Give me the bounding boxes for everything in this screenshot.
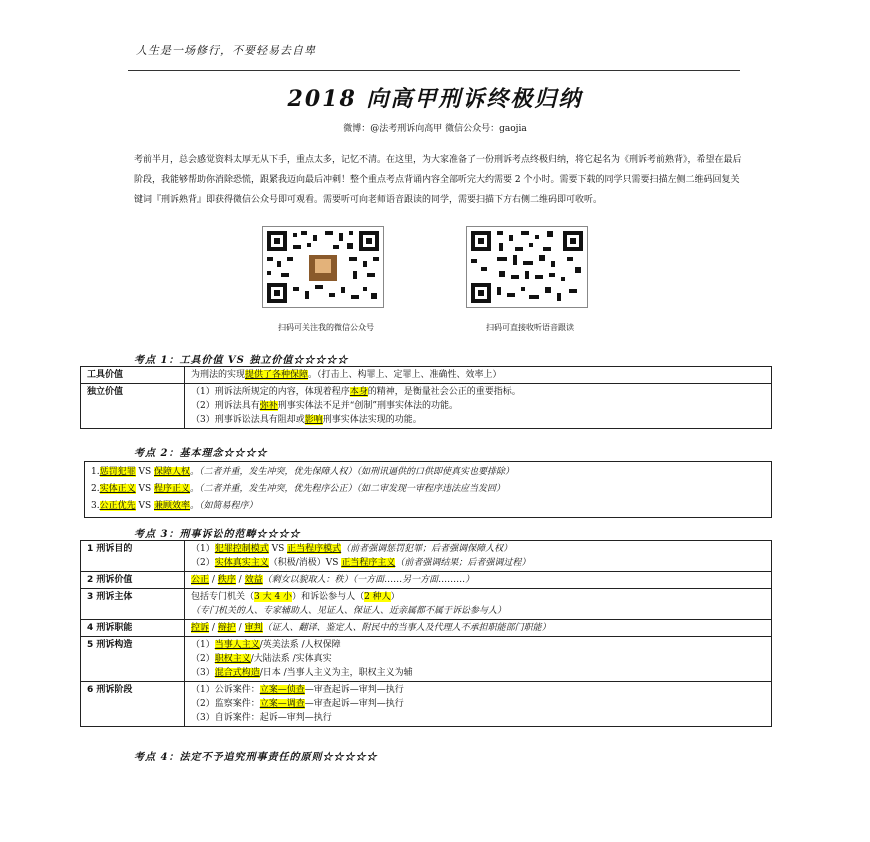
row-content [185, 620, 772, 637]
table-row [81, 572, 772, 589]
text: （1） [191, 640, 215, 650]
text: VS [135, 484, 154, 494]
text: （1）刑诉法所规定的内容，体现着程序 [191, 387, 350, 397]
row-content [185, 572, 772, 589]
text: 3. [91, 501, 100, 511]
text: （1） [191, 544, 215, 554]
highlight: 立案—调查 [259, 699, 305, 709]
highlight: 兼顾效率 [154, 501, 191, 511]
text: 刑事实体法实现的功能。 [322, 415, 422, 425]
text: —审查起诉—审判—执行 [304, 685, 404, 695]
audio-qr-code-image [466, 226, 588, 308]
header-rule [128, 70, 740, 71]
table-row [81, 682, 772, 727]
separator: / [209, 575, 218, 585]
highlight: 保障人权 [154, 467, 191, 477]
section-4-heading: 考点 4：法定不予追究刑事责任的原则☆☆☆☆☆ [134, 752, 378, 763]
row-head: 2 刑诉价值 [81, 572, 185, 589]
highlight: 秩序 [217, 575, 236, 585]
highlight: 立案—侦查 [259, 685, 305, 695]
text: （2） [191, 558, 215, 568]
highlight: 实体真实主义 [214, 558, 269, 568]
section-2-box [84, 461, 772, 518]
row-content [185, 682, 772, 727]
section-1-table [80, 366, 772, 429]
row-head: 独立价值 [81, 384, 185, 429]
row-head: 1 刑诉目的 [81, 541, 185, 572]
highlight: 当事人主义 [214, 640, 260, 650]
section-2-heading: 考点 2：基本理念☆☆☆☆ [134, 448, 268, 459]
text: 。（二者并重，发生冲突，优先保障人权）（如刑讯逼供的口供即使真实也要排除） [190, 467, 515, 477]
row-content [185, 589, 772, 620]
text: /英美法系 /人权保障 [259, 640, 341, 650]
highlight: 2 种人 [364, 592, 391, 602]
highlight: 提供了各种保障 [245, 370, 309, 380]
row-content [185, 637, 772, 682]
text: 。（打击上、构罪上、定罪上、准确性、效率上） [308, 370, 502, 380]
text: VS [135, 501, 154, 511]
row-content [185, 367, 772, 384]
page-title: 2018 向高甲刑诉终极归纳 [287, 86, 583, 112]
row-head: 3 刑诉主体 [81, 589, 185, 620]
text: （1）公诉案件： [191, 685, 260, 695]
text: VS [268, 544, 288, 554]
text: /大陆法系 /实体真实 [250, 654, 332, 664]
text: 的精神，是衡量社会公正的重要指标。 [367, 387, 521, 397]
text: 1. [91, 467, 100, 477]
text: 为刑法的实现 [191, 370, 246, 380]
highlight: 控诉 [191, 623, 210, 633]
highlight: 公正 [191, 575, 210, 585]
separator: / [235, 575, 245, 585]
intro-paragraph: 考前半月，总会感觉资料太厚无从下手，重点太多，记忆不清。在这里，为大家准备了一份刑诉考点终极归纳，将它起名为《刑诉考前熟背》，希望在最后阶段，我能够帮助你消除恐慌，跟紧我迈向最后冲刺！整个重点考点背诵内容全部听完大约需要 2 个小时。需要下载的同学只需要扫描左侧二维码回复关键词『刑诉熟背』即获得微信公众号即可观看。需要听可向老师语音跟读的同学，需要扫描下方右侧二维码即可收听。 [134, 155, 742, 205]
text: /日本 /当事人主义为主，职权主义为辅 [259, 668, 413, 678]
text: （剩女以貌取人：秩）（一方面……另一方面………） [262, 575, 475, 585]
header-motto: 人生是一场修行，不要轻易去自卑 [136, 44, 316, 57]
text: VS [135, 467, 154, 477]
highlight: 公正优先 [99, 501, 136, 511]
section-1-heading: 考点 1：工具价值 VS 独立价值☆☆☆☆☆ [134, 355, 349, 366]
row-content [185, 384, 772, 429]
highlight: 程序正义 [154, 484, 191, 494]
highlight: 正当程序模式 [287, 544, 342, 554]
table-row [81, 384, 772, 429]
highlight: 审判 [244, 623, 263, 633]
text: 。（二者并重，发生冲突，优先程序公正）（如二审发现一审程序违法应当发回） [190, 484, 506, 494]
highlight: 惩罚犯罪 [99, 467, 136, 477]
right-qr-caption: 扫码可直接收听语音跟读 [486, 323, 574, 332]
highlight: 正当程序主义 [341, 558, 396, 568]
row-head: 工具价值 [81, 367, 185, 384]
text: ）和诉讼参与人（ [292, 592, 365, 602]
text: 。（如简易程序） [190, 501, 258, 511]
highlight: 效益 [244, 575, 263, 585]
text: ） [390, 592, 400, 602]
text: （3）刑事诉讼法具有阻却或 [191, 415, 305, 425]
table-row [81, 620, 772, 637]
text: 包括专门机关（ [191, 592, 255, 602]
row-content [185, 541, 772, 572]
separator: / [235, 623, 245, 633]
highlight: 实体正义 [99, 484, 136, 494]
text: （积极/消极）VS [268, 558, 342, 568]
text: （3） [191, 668, 215, 678]
row-head: 4 刑诉职能 [81, 620, 185, 637]
page-subtitle: 微博：@法考刑诉向高甲 微信公众号：gaojia [343, 124, 527, 134]
text: （2） [191, 654, 215, 664]
wechat-qr-code-image [262, 226, 384, 308]
table-row [81, 367, 772, 384]
highlight: 犯罪控制模式 [214, 544, 269, 554]
section-3-heading: 考点 3：刑事诉讼的范畴☆☆☆☆ [134, 529, 301, 540]
text: —审查起诉—审判—执行 [304, 699, 404, 709]
row-head: 6 刑诉阶段 [81, 682, 185, 727]
row-head: 5 刑诉构造 [81, 637, 185, 682]
text: 刑事实体法不足并“创制”刑事实体法的功能。 [277, 401, 458, 411]
section-3-table [80, 540, 772, 727]
text: （专门机关的人、专家辅助人、见证人、保证人、近亲属都不属于诉讼参与人） [191, 606, 507, 616]
text: （证人、翻译、鉴定人、附民中的当事人及代理人不承担职能部门职能） [262, 623, 551, 633]
highlight: 本身 [349, 387, 368, 397]
text: （2）刑诉法具有 [191, 401, 260, 411]
highlight: 职权主义 [214, 654, 251, 664]
text: 2. [91, 484, 100, 494]
highlight: 混合式构造 [214, 668, 260, 678]
highlight: 3 大 4 小 [254, 592, 293, 602]
left-qr-caption: 扫码可关注我的微信公众号 [278, 323, 374, 332]
separator: / [209, 623, 218, 633]
text: （前者强调结果；后者强调过程） [395, 558, 531, 568]
highlight: 影响 [304, 415, 323, 425]
text: （2）监察案件： [191, 699, 260, 709]
table-row [81, 637, 772, 682]
text: （3）自诉案件：起诉—审判—执行 [191, 713, 332, 723]
highlight: 辩护 [217, 623, 236, 633]
table-row [81, 589, 772, 620]
highlight: 弥补 [259, 401, 278, 411]
table-row [81, 541, 772, 572]
text: （前者强调惩罚犯罪；后者强调保障人权） [341, 544, 513, 554]
